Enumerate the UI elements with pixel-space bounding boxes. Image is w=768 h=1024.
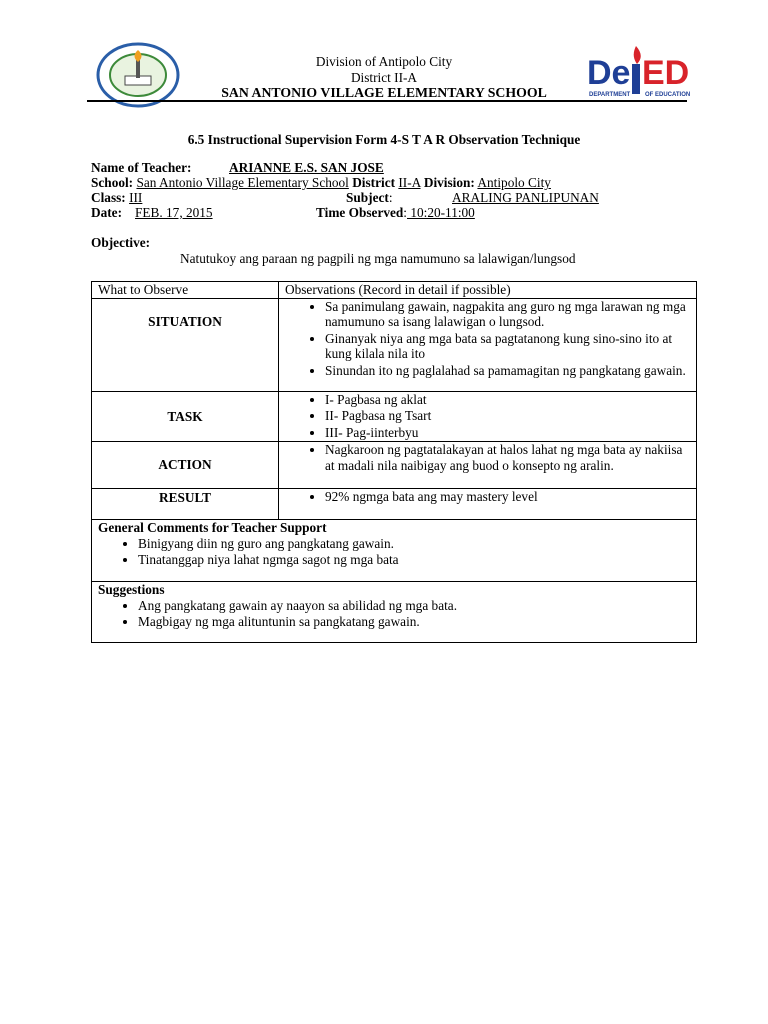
subject-label-text: Subject <box>346 190 389 205</box>
teacher-label: Name of Teacher: <box>91 160 192 175</box>
list-item: • III- Pag-iinterbyu <box>325 425 690 441</box>
table-row-action <box>92 442 697 489</box>
table-header-row <box>92 282 697 299</box>
header-divider <box>87 100 687 102</box>
table-row-result <box>92 489 697 520</box>
form-title: 6.5 Instructional Supervision Form 4-S T A R Observation Technique <box>187 132 581 147</box>
row-observations <box>279 442 697 489</box>
comments-row <box>92 520 697 582</box>
svg-text:DEPARTMENT: DEPARTMENT <box>589 92 631 98</box>
school-line <box>91 175 551 191</box>
teacher-name: ARIANNE E.S. SAN JOSE <box>229 160 384 175</box>
list-item: • I- Pagbasa ng aklat <box>325 392 690 408</box>
svg-text:De: De <box>587 54 631 92</box>
row-label: SITUATION <box>92 298 279 391</box>
time-label: Time Observed <box>316 205 404 220</box>
division-label: Division: <box>423 175 475 190</box>
subject-label: Subject: <box>346 190 393 205</box>
row-observations <box>279 391 697 442</box>
svg-text:OF EDUCATION: OF EDUCATION <box>645 92 691 98</box>
table-row-situation <box>92 298 697 391</box>
row-label: ACTION <box>92 442 279 489</box>
district-label: District <box>352 175 396 190</box>
suggestions-label: Suggestions <box>98 582 165 597</box>
list-item: • Sa panimulang gawain, nagpakita ang guro ng mga larawan ng mga namumuno sa isang lalawigan o lungsod. <box>325 299 690 330</box>
comments-cell <box>92 520 697 582</box>
school-name-header: SAN ANTONIO VILLAGE ELEMENTARY SCHOOL <box>221 85 547 100</box>
list-item: • Nagkaroon ng pagtatalakayan at halos lahat ng mga bata ay nakiisa at madali nila naibigay ang buod o konsepto ng aralin. <box>325 442 690 473</box>
subject-value: ARALING PANLIPUNAN <box>452 190 599 205</box>
row-observations <box>279 298 697 391</box>
division-line: Division of Antipolo City <box>315 54 453 69</box>
list-item: • 92% ngmga bata ang may mastery level <box>325 489 690 505</box>
list-item: • Tinatanggap niya lahat ngmga sagot ng mga bata <box>138 552 690 568</box>
district-line: District II-A <box>350 70 418 85</box>
class-label: Class: <box>91 190 126 205</box>
school-label: School: <box>91 175 134 190</box>
header-what: What to Observe <box>92 282 279 299</box>
row-label: RESULT <box>92 489 279 520</box>
date-value: FEB. 17, 2015 <box>135 205 213 220</box>
svg-text:ED: ED <box>642 54 690 92</box>
time-line: Time Observed: 10:20-11:00 <box>316 205 475 220</box>
list-item: • Sinundan ito ng paglalahad sa pamamagitan ng pangkatang gawain. <box>325 363 690 379</box>
row-label: TASK <box>92 391 279 442</box>
row-observations <box>279 489 697 520</box>
list-item: • II- Pagbasa ng Tsart <box>325 408 690 424</box>
objective-text: Natutukoy ang paraan ng pagpili ng mga namumuno sa lalawigan/lungsod <box>180 251 576 266</box>
school-value: San Antonio Village Elementary School <box>136 175 349 190</box>
class-line <box>91 190 142 206</box>
list-item: • Binigyang diin ng guro ang pangkatang gawain. <box>138 536 690 552</box>
objective-label: Objective: <box>91 235 151 250</box>
deped-logo <box>587 44 697 104</box>
table-row-task <box>92 391 697 442</box>
observation-table <box>91 281 697 643</box>
suggestions-row <box>92 582 697 643</box>
suggestions-cell <box>92 582 697 643</box>
header-observations: Observations (Record in detail if possible) <box>279 282 697 299</box>
time-value: 10:20-11:00 <box>407 205 475 220</box>
list-item: • Magbigay ng mga alituntunin sa pangkatang gawain. <box>138 614 690 630</box>
date-label: Date: <box>91 205 123 220</box>
district-value: II-A <box>398 175 421 190</box>
list-item: • Ang pangkatang gawain ay naayon sa abilidad ng mga bata. <box>138 598 690 614</box>
list-item: • Ginanyak niya ang mga bata sa pagtatanong kung sino-sino ito at kung kilala nila ito <box>325 331 690 362</box>
class-value: III <box>129 190 143 205</box>
division-value: Antipolo City <box>477 175 551 190</box>
comments-label: General Comments for Teacher Support <box>98 520 327 535</box>
